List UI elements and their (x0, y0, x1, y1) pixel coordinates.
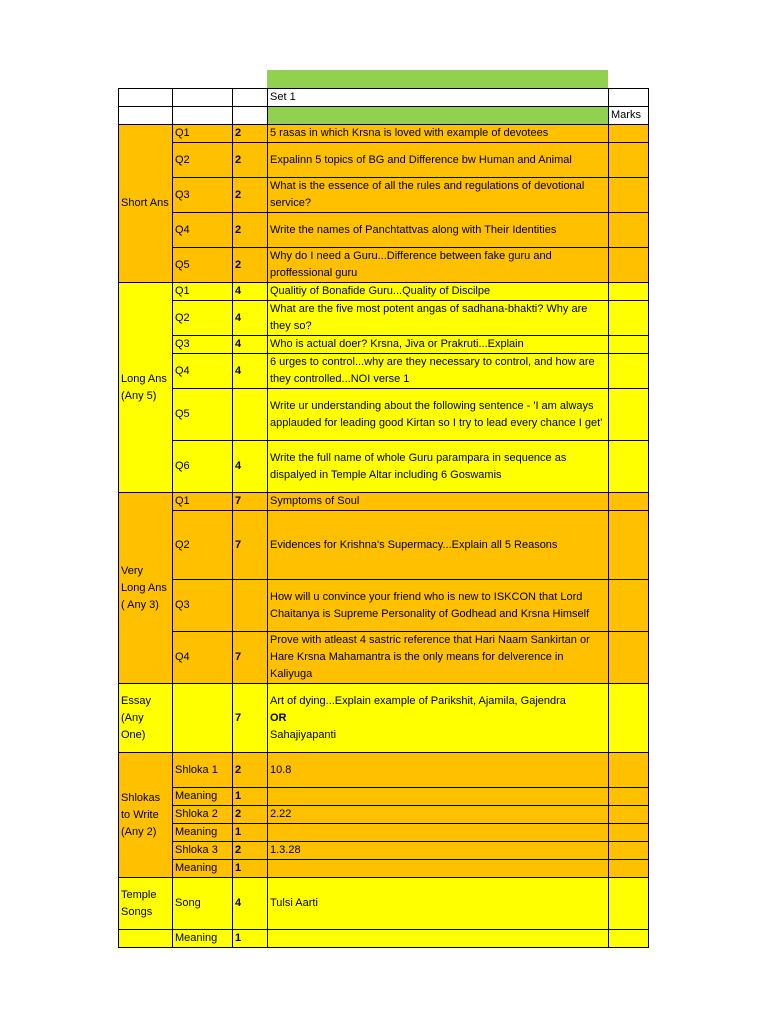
question-row (119, 806, 649, 824)
question-text: Tulsi Aarti (268, 878, 609, 930)
marks-cell (609, 824, 649, 842)
question-row (119, 632, 649, 684)
question-marks: 2 (233, 143, 268, 178)
question-marks: 1 (233, 788, 268, 806)
question-row (119, 878, 649, 930)
question-row (119, 389, 649, 441)
marks-cell (609, 580, 649, 632)
question-text: Evidences for Krishna's Supermacy...Explain all 5 Reasons (268, 511, 609, 580)
question-number: Q3 (173, 336, 233, 354)
question-marks: 7 (233, 684, 268, 753)
blank-cell (609, 89, 649, 107)
question-marks: 2 (233, 125, 268, 143)
question-text: 10.8 (268, 753, 609, 788)
marks-cell (609, 632, 649, 684)
question-row (119, 125, 649, 143)
question-row (119, 788, 649, 806)
marks-cell (609, 283, 649, 301)
question-number: Q4 (173, 354, 233, 389)
question-marks: 2 (233, 213, 268, 248)
question-number: Q2 (173, 511, 233, 580)
marks-cell (609, 684, 649, 753)
marks-cell (609, 389, 649, 441)
question-marks: 2 (233, 248, 268, 283)
question-number: Q5 (173, 389, 233, 441)
marks-cell (609, 125, 649, 143)
marks-cell (609, 178, 649, 213)
question-text: How will u convince your friend who is new to ISKCON that Lord Chaitanya is Supreme Personality of Godhead and Krsna Himself (268, 580, 609, 632)
question-marks (233, 389, 268, 441)
question-row (119, 441, 649, 493)
marks-cell (609, 878, 649, 930)
section-label: Essay (Any One) (119, 684, 173, 753)
marks-cell (609, 248, 649, 283)
question-number: Shloka 1 (173, 753, 233, 788)
question-row (119, 511, 649, 580)
question-row (119, 178, 649, 213)
marks-cell (609, 143, 649, 178)
question-number: Shloka 3 (173, 842, 233, 860)
question-text: 6 urges to control...why are they necessary to control, and how are they controlled...NOI verse 1 (268, 354, 609, 389)
question-row (119, 336, 649, 354)
marks-cell (609, 511, 649, 580)
question-marks: 4 (233, 336, 268, 354)
blank-cell (233, 89, 268, 107)
question-number: Q5 (173, 248, 233, 283)
question-row (119, 354, 649, 389)
marks-cell (609, 860, 649, 878)
blank-cell (173, 107, 233, 125)
question-number: Meaning (173, 930, 233, 948)
question-text (268, 684, 609, 753)
question-row (119, 283, 649, 301)
question-number: Q3 (173, 580, 233, 632)
question-number: Q4 (173, 632, 233, 684)
section-label: Very Long Ans ( Any 3) (119, 493, 173, 684)
question-number: Meaning (173, 860, 233, 878)
blank-cell (119, 89, 173, 107)
question-text (268, 788, 609, 806)
question-marks: 2 (233, 178, 268, 213)
marks-cell (609, 301, 649, 336)
question-number: Q4 (173, 213, 233, 248)
question-marks: 4 (233, 441, 268, 493)
question-text: Qualitiy of Bonafide Guru...Quality of Discilpe (268, 283, 609, 301)
blank-cell (173, 89, 233, 107)
essay-option-1: Art of dying...Explain example of Parikshit, Ajamila, Gajendra (270, 694, 566, 707)
question-text: Write the full name of whole Guru parampara in sequence as dispalyed in Temple Altar including 6 Goswamis (268, 441, 609, 493)
section-label: Temple Songs (119, 878, 173, 930)
question-row (119, 930, 649, 948)
question-marks: 4 (233, 354, 268, 389)
blank-cell (119, 107, 173, 125)
question-text: Why do I need a Guru...Difference between fake guru and proffessional guru (268, 248, 609, 283)
question-marks: 2 (233, 842, 268, 860)
question-marks: 4 (233, 878, 268, 930)
question-row (119, 301, 649, 336)
question-marks: 1 (233, 824, 268, 842)
question-row (119, 493, 649, 511)
question-text: Prove with atleast 4 sastric reference that Hari Naam Sankirtan or Hare Krsna Mahamantra is the only means for delverence in Kaliyuga (268, 632, 609, 684)
question-number: Song (173, 878, 233, 930)
question-text: 1.3.28 (268, 842, 609, 860)
question-number: Q6 (173, 441, 233, 493)
question-row (119, 213, 649, 248)
exam-sheet-table (118, 88, 649, 948)
question-marks: 4 (233, 301, 268, 336)
blank-cell (233, 107, 268, 125)
question-text: 2.22 (268, 806, 609, 824)
question-number: Q3 (173, 178, 233, 213)
question-marks: 2 (233, 806, 268, 824)
question-number: Q2 (173, 301, 233, 336)
marks-cell (609, 930, 649, 948)
question-marks: 7 (233, 632, 268, 684)
question-marks: 7 (233, 511, 268, 580)
section-label (119, 930, 173, 948)
marks-cell (609, 842, 649, 860)
section-label: Long Ans (Any 5) (119, 283, 173, 493)
question-number: Q2 (173, 143, 233, 178)
marks-cell (609, 354, 649, 389)
question-text: Expalinn 5 topics of BG and Difference bw Human and Animal (268, 143, 609, 178)
question-marks: 1 (233, 860, 268, 878)
header-row-marks (119, 107, 649, 125)
question-number (173, 684, 233, 753)
or-separator: OR (270, 711, 287, 724)
question-marks (233, 580, 268, 632)
question-number: Q1 (173, 283, 233, 301)
question-text: What are the five most potent angas of sadhana-bhakti? Why are they so? (268, 301, 609, 336)
marks-cell (609, 213, 649, 248)
question-row (119, 842, 649, 860)
marks-cell (609, 788, 649, 806)
question-row (119, 824, 649, 842)
section-label: Short Ans (119, 125, 173, 283)
question-text (268, 824, 609, 842)
question-number: Meaning (173, 824, 233, 842)
question-number: Q1 (173, 493, 233, 511)
marks-cell (609, 336, 649, 354)
marks-cell (609, 493, 649, 511)
question-number: Shloka 2 (173, 806, 233, 824)
question-text: 5 rasas in which Krsna is loved with example of devotees (268, 125, 609, 143)
section-label: Shlokas to Write (Any 2) (119, 753, 173, 878)
question-text: What is the essence of all the rules and regulations of devotional service? (268, 178, 609, 213)
essay-option-2: Sahajiyapanti (270, 728, 337, 741)
question-number: Q1 (173, 125, 233, 143)
question-text: Write the names of Panchtattvas along with Their Identities (268, 213, 609, 248)
green-header-cell (268, 107, 609, 125)
question-marks: 4 (233, 283, 268, 301)
question-text: Symptoms of Soul (268, 493, 609, 511)
question-marks: 2 (233, 753, 268, 788)
question-marks: 1 (233, 930, 268, 948)
question-text: Write ur understanding about the following sentence - 'I am always applauded for leading good Kirtan so I try to lead every chance I get' (268, 389, 609, 441)
question-marks: 7 (233, 493, 268, 511)
marks-cell (609, 806, 649, 824)
question-text (268, 930, 609, 948)
marks-cell (609, 441, 649, 493)
question-row (119, 860, 649, 878)
header-row-set (119, 89, 649, 107)
question-row (119, 580, 649, 632)
question-row (119, 753, 649, 788)
question-text: Who is actual doer? Krsna, Jiva or Prakruti...Explain (268, 336, 609, 354)
question-row (119, 684, 649, 753)
question-number: Meaning (173, 788, 233, 806)
header-green-bar (267, 70, 608, 88)
question-row (119, 248, 649, 283)
set-label: Set 1 (268, 89, 609, 107)
marks-cell (609, 753, 649, 788)
question-row (119, 143, 649, 178)
marks-header: Marks (609, 107, 649, 125)
question-text (268, 860, 609, 878)
